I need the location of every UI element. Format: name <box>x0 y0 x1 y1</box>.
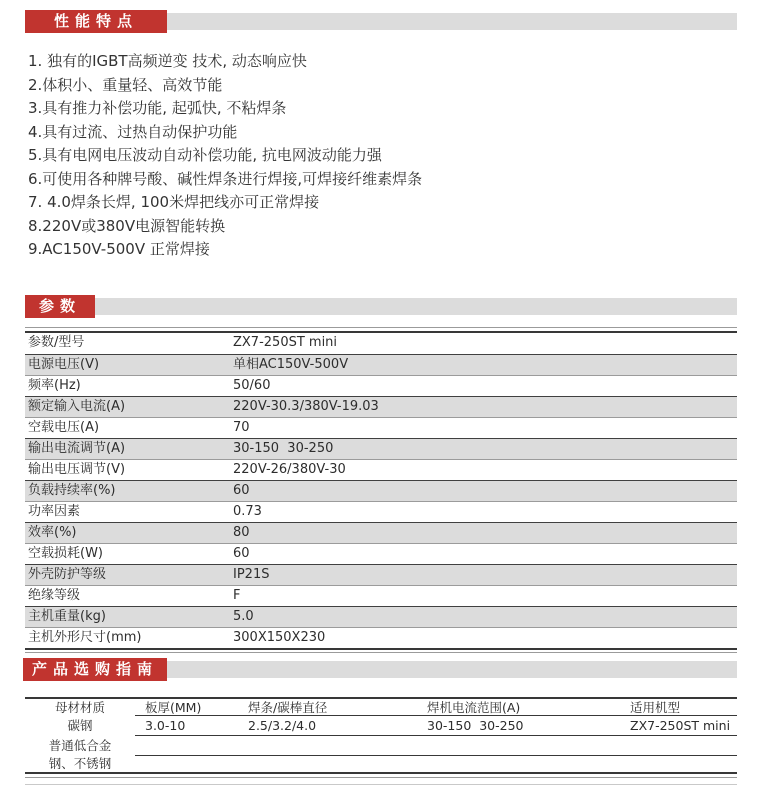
features-title-bar <box>167 13 737 30</box>
guide-cell-model <box>603 756 737 772</box>
spec-label: 空载损耗(W) <box>28 546 103 561</box>
guide-cell-model: ZX7-250ST mini <box>630 718 731 733</box>
guide-header-cell: 板厚(MM) <box>145 700 202 715</box>
table-row <box>25 756 737 772</box>
guide-cell-material: 钢、不锈钢 <box>48 756 112 771</box>
guide-section-title: 产品选购指南 <box>23 658 167 681</box>
spec-value: 70 <box>233 420 250 435</box>
spec-label: 频率(Hz) <box>28 378 81 393</box>
spec-label: 输出电压调节(V) <box>28 462 126 477</box>
feature-item: 2.体积小、重量轻、高效节能 <box>28 75 223 94</box>
spec-value: F <box>233 588 241 603</box>
spec-label: 效率(%) <box>28 525 77 540</box>
table-row <box>25 480 737 501</box>
guide-cell-diameter <box>238 756 403 772</box>
spec-value: IP21S <box>233 567 270 582</box>
guide-cell-model <box>603 736 737 755</box>
spec-label: 功率因素 <box>28 504 81 519</box>
table-row <box>25 543 737 564</box>
spec-label: 主机外形尺寸(mm) <box>28 630 142 645</box>
guide-cell-current-range <box>403 756 603 772</box>
guide-header-row <box>25 699 737 716</box>
spec-label: 外壳防护等级 <box>28 567 107 582</box>
table-row <box>25 459 737 480</box>
spec-label: 绝缘等级 <box>28 588 81 603</box>
guide-cell-diameter: 2.5/3.2/4.0 <box>248 718 317 733</box>
spec-value: 50/60 <box>233 378 271 393</box>
table-row <box>25 716 737 736</box>
table-row <box>25 417 737 438</box>
spec-table-bottom-rule <box>25 648 737 653</box>
feature-item: 4.具有过流、过热自动保护功能 <box>28 122 238 141</box>
spec-value: 0.73 <box>233 504 262 519</box>
table-row <box>25 501 737 522</box>
table-row <box>25 564 737 585</box>
guide-header-cell: 焊机电流范围(A) <box>427 700 521 715</box>
spec-value: 220V-26/380V-30 <box>233 462 346 477</box>
guide-cell-current-range <box>403 736 603 755</box>
spec-label: 参数/型号 <box>28 335 85 350</box>
table-row <box>25 522 737 543</box>
guide-title-bar <box>167 661 737 678</box>
spec-value: 80 <box>233 525 250 540</box>
spec-value: 220V-30.3/380V-19.03 <box>233 399 379 414</box>
feature-item: 8.220V或380V电源智能转换 <box>28 216 226 235</box>
guide-cell-thickness: 3.0-10 <box>145 718 186 733</box>
guide-header-cell: 焊条/碳棒直径 <box>248 700 328 715</box>
table-row <box>25 585 737 606</box>
spec-value: 单相AC150V-500V <box>233 357 349 372</box>
table-row <box>25 375 737 396</box>
table-row <box>25 333 737 354</box>
spec-label: 输出电流调节(A) <box>28 441 126 456</box>
spec-value: 300X150X230 <box>233 630 326 645</box>
feature-item: 9.AC150V-500V 正常焊接 <box>28 240 210 258</box>
guide-cell-thickness <box>135 756 238 772</box>
table-row <box>25 736 737 756</box>
spec-table <box>25 327 737 653</box>
table-row <box>25 606 737 627</box>
guide-table-bottom-rule <box>25 772 737 778</box>
features-section-title: 性能特点 <box>25 10 167 33</box>
table-row <box>25 396 737 417</box>
guide-table-foot-rule <box>25 784 737 785</box>
guide-cell-current-range: 30-150 30-250 <box>427 718 524 733</box>
spec-value: ZX7-250ST mini <box>233 335 338 350</box>
spec-label: 额定输入电流(A) <box>28 399 126 414</box>
spec-label: 主机重量(kg) <box>28 609 106 624</box>
spec-label: 空载电压(A) <box>28 420 100 435</box>
table-row <box>25 438 737 459</box>
guide-header-cell: 适用机型 <box>630 700 681 715</box>
guide-table <box>25 697 737 785</box>
guide-cell-material: 碳钢 <box>67 718 93 733</box>
guide-cell-material: 普通低合金 <box>48 738 112 753</box>
feature-item: 7. 4.0焊条长焊, 100米焊把线亦可正常焊接 <box>28 193 320 211</box>
spec-value: 60 <box>233 546 250 561</box>
feature-item: 6.可使用各种牌号酸、碱性焊条进行焊接,可焊接纤维素焊条 <box>28 169 423 188</box>
spec-value: 5.0 <box>233 609 254 624</box>
feature-item: 3.具有推力补偿功能, 起弧快, 不粘焊条 <box>28 99 287 117</box>
feature-list <box>28 50 728 262</box>
specs-title-bar <box>95 298 737 315</box>
spec-value: 60 <box>233 483 250 498</box>
guide-header-cell: 母材材质 <box>54 700 105 715</box>
spec-value: 30-150 30-250 <box>233 441 334 456</box>
table-row <box>25 354 737 375</box>
feature-item: 5.具有电网电压波动自动补偿功能, 抗电网波动能力强 <box>28 146 382 164</box>
table-row <box>25 627 737 648</box>
guide-cell-diameter <box>238 736 403 755</box>
guide-cell-thickness <box>135 736 238 755</box>
feature-item: 1. 独有的IGBT高频逆变 技术, 动态响应快 <box>28 52 307 70</box>
spec-table-rows <box>25 333 737 648</box>
spec-label: 负载持续率(%) <box>28 483 116 498</box>
specs-section-title: 参数 <box>25 295 95 318</box>
spec-label: 电源电压(V) <box>28 357 100 372</box>
